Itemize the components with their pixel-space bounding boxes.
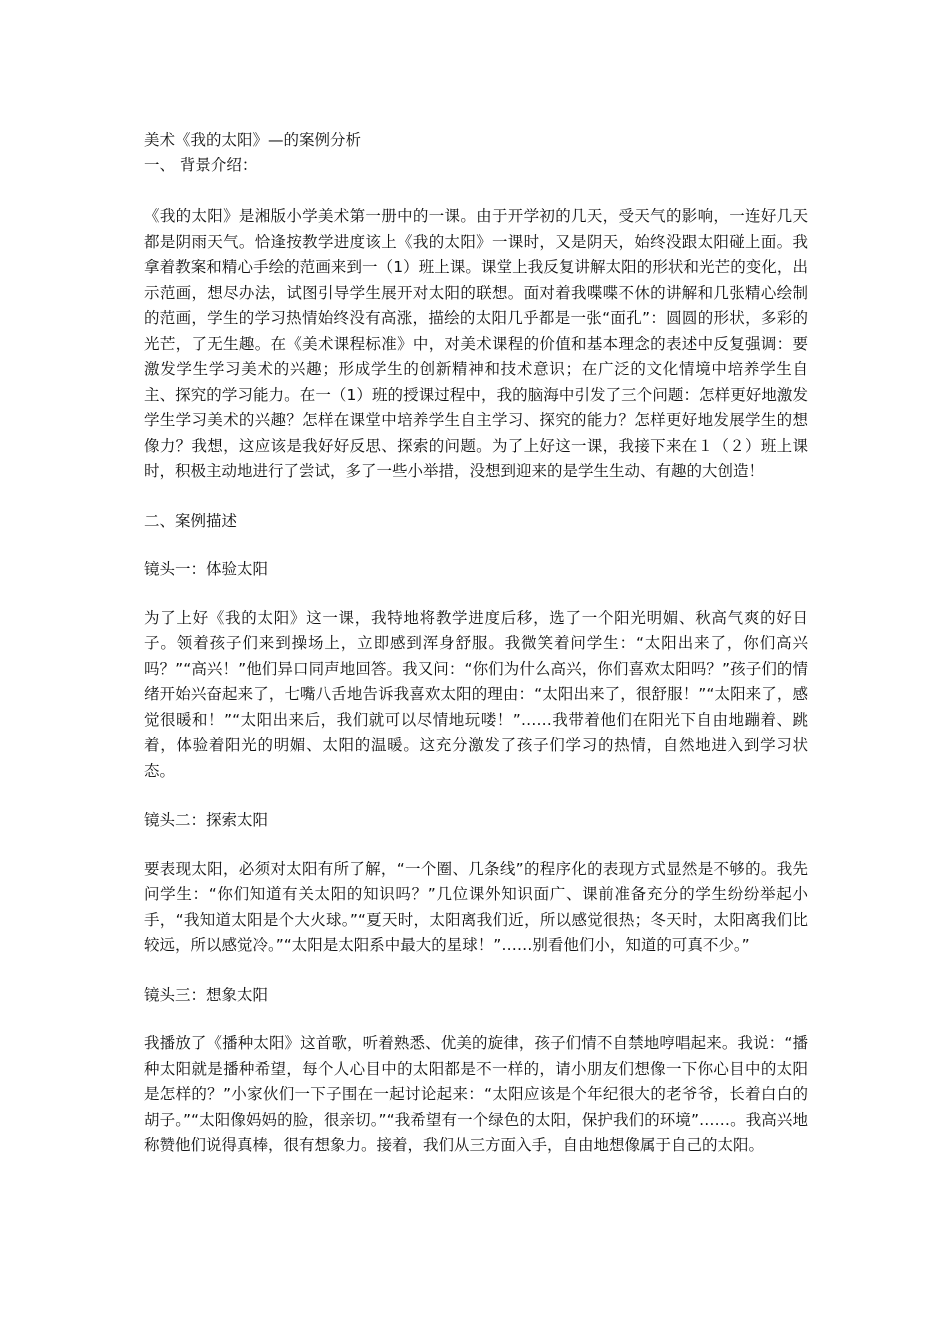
spacer [144, 784, 808, 808]
shot-3-heading: 镜头三：想象太阳 [144, 985, 269, 1004]
section-heading-case-description: 二、案例描述 [144, 511, 238, 530]
paragraph-background: 《我的太阳》是湘版小学美术第一册中的一课。由于开学初的几天，受天气的影响，一连好几天都是阴雨天气。恰逢按教学进度该上《我的太阳》一课时，又是阴天，始终没跟太阳碰上面。我拿着教案和精心手绘的范画来到一（1）班上课。课堂上我反复讲解太阳的形状和光芒的变化，出示范画，想尽办法，试图引导学生展开对太阳的联想。面对着我喋喋不休的讲解和几张精心绘制的范画，学生的学习热情始终没有高涨，描绘的太阳几乎都是一张“面孔”：圆圆的形状，多彩的光芒，了无生趣。在《美术课程标准》中，对美术课程的价值和基本理念的表述中反复强调：要激发学生学习美术的兴趣；形成学生的创新精神和技术意识；在广泛的文化情境中培养学生自主、探究的学习能力。在一（1）班的授课过程中，我的脑海中引发了三个问题：怎样更好地激发学生学习美术的兴趣？怎样在课堂中培养学生自主学习、探究的能力？怎样更好地发展学生的想像力？我想，这应该是我好好反思、探索的问题。为了上好这一课，我接下来在１（２）班上课时，积极主动地进行了尝试，多了一些小举措，没想到迎来的是学生生动、有趣的大创造！ [144, 207, 808, 480]
document-title: 美术《我的太阳》—的案例分析 [144, 131, 362, 149]
shot-1-heading: 镜头一：体验太阳 [144, 560, 269, 578]
spacer [144, 959, 808, 983]
paragraph-shot-2: 要表现太阳，必须对太阳有所了解，“一个圈、几条线”的程序化的表现方式显然是不够的。我先问学生：“你们知道有关太阳的知识吗？”几位课外知识面广、课前准备充分的学生纷纷举起小手，“我知道太阳是个大火球。”“夏天时，太阳离我们近，所以感觉很热；冬天时，太阳离我们比较远，所以感觉冷。”“太阳是太阳系中最大的星球！”……别看他们小，知道的可真不少。” [144, 859, 808, 954]
spacer [144, 485, 808, 509]
paragraph-shot-3: 我播放了《播种太阳》这首歌，听着熟悉、优美的旋律，孩子们情不自禁地哼唱起来。我说：“播种太阳就是播种希望，每个人心目中的太阳都是不一样的，请小朋友们想像一下你心目中的太阳是怎样的？”小家伙们一下子围在一起讨论起来：“太阳应该是个年纪很大的老爷爷，长着白白的胡子。”“太阳像妈妈的脸，很亲切。”“我希望有一个绿色的太阳，保护我们的环境”……。我高兴地称赞他们说得真棒，很有想象力。接着，我们从三方面入手，自由地想像属于自己的太阳。 [144, 1034, 808, 1154]
shot-2-heading: 镜头二：探索太阳 [144, 811, 269, 829]
spacer [144, 177, 808, 204]
spacer [144, 1007, 808, 1031]
spacer [144, 833, 808, 857]
paragraph-shot-1: 为了上好《我的太阳》这一课，我特地将教学进度后移，选了一个阳光明媚、秋高气爽的好日子。领着孩子们来到操场上，立即感到浑身舒服。我微笑着问学生：“太阳出来了，你们高兴吗？”“高兴！”他们异口同声地回答。我又问：“你们为什么高兴，你们喜欢太阳吗？”孩子们的情绪开始兴奋起来了，七嘴八舌地告诉我喜欢太阳的理由：“太阳出来了，很舒服！”“太阳来了，感觉很暖和！”“太阳出来后，我们就可以尽情地玩喽！”……我带着他们在阳光下自由地蹦着、跳着，体验着阳光的明媚、太阳的温暖。这充分激发了孩子们学习的热情，自然地进入到学习状态。 [144, 608, 808, 780]
section-heading-background: 一、 背景介绍： [144, 155, 258, 174]
document-page [144, 128, 808, 1159]
spacer [144, 582, 808, 606]
spacer [144, 533, 808, 557]
